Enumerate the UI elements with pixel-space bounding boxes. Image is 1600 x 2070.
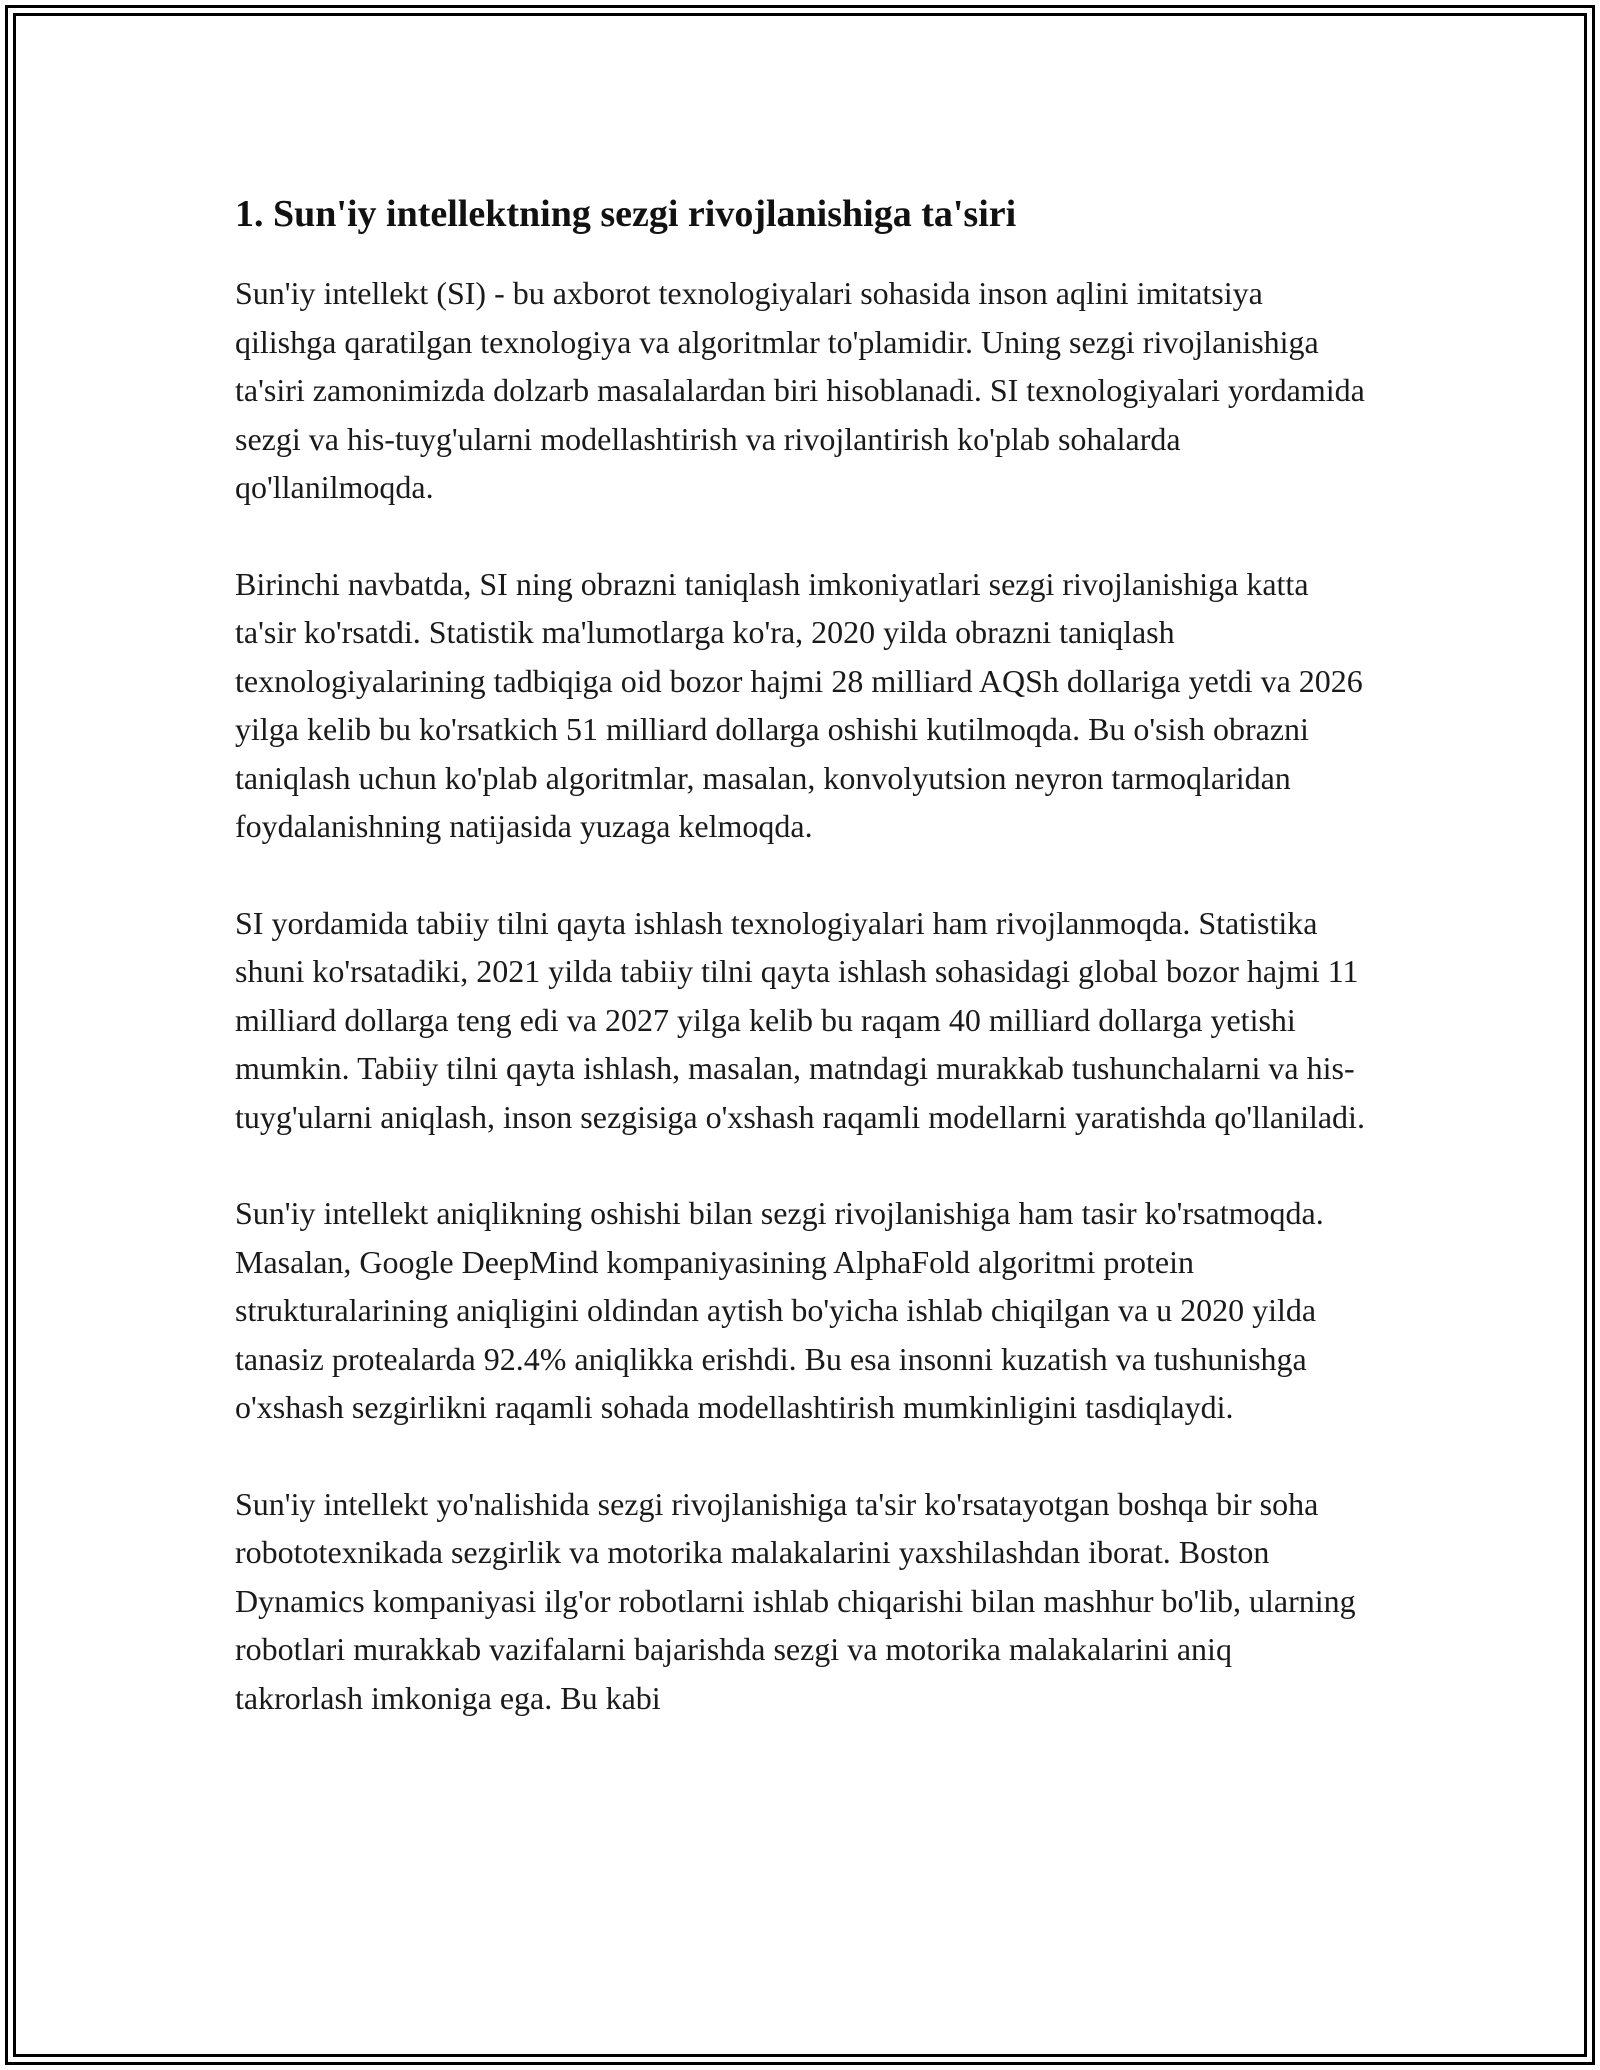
paragraph-accuracy: Sun'iy intellekt aniqlikning oshishi bilan sezgi rivojlanishiga ham tasir ko'rsatmoqda. Masalan, Google DeepMind kompaniyasining AlphaFold algoritmi protein strukturalarining aniqligini oldindan aytish bo'yicha ishlab chiqilgan va u 2020 yilda tanasiz protealarda 92.4% aniqlikka erishdi. Bu esa insonni kuzatish va tushunishga o'xshash sezgirlikni raqamli sohada modellashtirish mumkinligini tasdiqlaydi. [235, 1195, 1324, 1425]
section-heading: 1. Sun'iy intellektning sezgi rivojlanishiga ta'siri [235, 193, 1017, 235]
document-body [235, 185, 1365, 1722]
paragraph-robotics: Sun'iy intellekt yo'nalishida sezgi rivojlanishiga ta'sir ko'rsatayotgan boshqa bir soha robototexnikada sezgirlik va motorika malakalarini yaxshilashdan iborat. Boston Dynamics kompaniyasi ilg'or robotlarni ishlab chiqarishi bilan mashhur bo'lib, ularning robotlari murakkab vazifalarni bajarishda sezgi va motorika malakalarini aniq takrorlash imkoniga ega. Bu kabi [235, 1485, 1356, 1716]
paragraph-intro: Sun'iy intellekt (SI) - bu axborot texnologiyalari sohasida inson aqlini imitatsiya qilishga qaratilgan texnologiya va algoritmlar to'plamidir. Uning sezgi rivojlanishiga ta'siri zamonimizda dolzarb masalalardan biri hisoblanadi. SI texnologiyalari yordamida sezgi va his-tuyg'ularni modellashtirish va rivojlantirish ko'plab sohalarda qo'llanilmoqda. [235, 275, 1365, 505]
paragraph-image-recognition: Birinchi navbatda, SI ning obrazni taniqlash imkoniyatlari sezgi rivojlanishiga katta ta'sir ko'rsatdi. Statistik ma'lumotlarga ko'ra, 2020 yilda obrazni taniqlash texnologiyalarining tadbiqiga oid bozor hajmi 28 milliard AQSh dollariga yetdi va 2026 yilga kelib bu ko'rsatkich 51 milliard dollarga oshishi kutilmoqda. Bu o'sish obrazni taniqlash uchun ko'plab algoritmlar, masalan, konvolyutsion neyron tarmoqlaridan foydalanishning natijasida yuzaga kelmoqda. [235, 565, 1363, 844]
paragraph-natural-language: SI yordamida tabiiy tilni qayta ishlash texnologiyalari ham rivojlanmoqda. Statistika shuni ko'rsatadiki, 2021 yilda tabiiy tilni qayta ishlash sohasidagi global bozor hajmi 11 milliard dollarga teng edi va 2027 yilga kelib bu raqam 40 milliard dollarga yetishi mumkin. Tabiiy tilni qayta ishlash, masalan, matndagi murakkab tushunchalarni va his-tuyg'ularni aniqlash, inson sezgisiga o'xshash raqamli modellarni yaratishda qo'llaniladi. [235, 904, 1365, 1135]
